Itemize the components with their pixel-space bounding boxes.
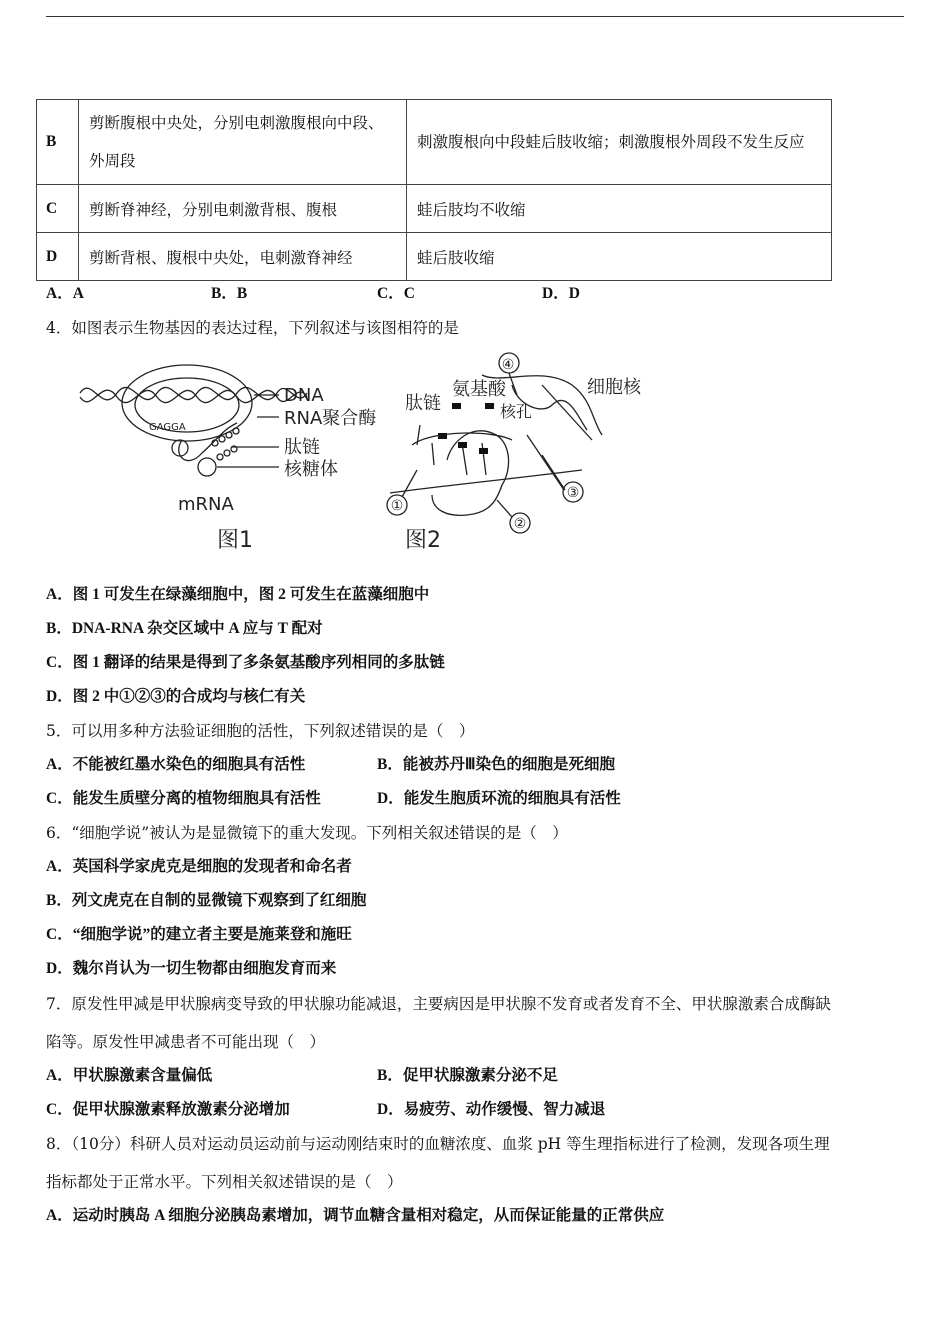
row-operation: 剪断脊神经，分别电刺激背根、腹根 xyxy=(79,185,407,233)
label-amino-acid: 氨基酸 xyxy=(452,379,506,400)
label-rna-polymerase: RNA聚合酶 xyxy=(284,408,377,429)
row-result: 蛙后肢收缩 xyxy=(407,233,832,281)
q4-option-b: B．DNA-RNA 杂交区域中 A 应与 T 配对 xyxy=(46,620,323,637)
q7-stem-line-2: 陷等。原发性甲减患者不可能出现（ ） xyxy=(46,1033,326,1051)
header-rule xyxy=(46,16,904,17)
q5-option-b: B．能被苏丹Ⅲ染色的细胞是死细胞 xyxy=(377,756,616,773)
q6-option-b: B．列文虎克在自制的显微镜下观察到了红细胞 xyxy=(46,892,367,909)
amino-acid-markers xyxy=(438,403,494,454)
label-mrna: mRNA xyxy=(178,494,234,515)
q8-option-a: A．运动时胰岛 A 细胞分泌胰岛素增加，调节血糖含量相对稳定，从而保证能量的正常供应 xyxy=(46,1207,665,1224)
row-result: 刺激腹根向中段蛙后肢收缩；刺激腹根外周段不发生反应 xyxy=(407,100,832,185)
q6-stem: 6．“细胞学说”被认为是显微镜下的重大发现。下列相关叙述错误的是（ ） xyxy=(46,824,568,842)
q4-option-a: A．图 1 可发生在绿藻细胞中，图 2 可发生在蓝藻细胞中 xyxy=(46,586,430,603)
row-key: B xyxy=(37,100,79,185)
table-row xyxy=(37,100,832,185)
q4-option-c: C．图 1 翻译的结果是得到了多条氨基酸序列相同的多肽链 xyxy=(46,654,445,671)
experiment-table xyxy=(36,99,832,281)
q7-option-c: C．促甲状腺激素释放激素分泌增加 xyxy=(46,1101,290,1118)
q5-option-d: D．能发生胞质环流的细胞具有活性 xyxy=(377,790,621,807)
label-circle-4: ④ xyxy=(501,357,515,373)
label-nuclear-pore: 核孔 xyxy=(500,402,533,421)
q5-stem: 5．可以用多种方法验证细胞的活性，下列叙述错误的是（ ） xyxy=(46,722,475,740)
q6-option-c: C．“细胞学说”的建立者主要是施莱登和施旺 xyxy=(46,926,352,943)
row-operation: 剪断腹根中央处，分别电刺激腹根向中段、外周段 xyxy=(79,100,407,185)
q8-stem-line-1: 8．（10分）科研人员对运动员运动前与运动刚结束时的血糖浓度、血浆 pH 等生理指标进行了检测，发现各项生理 xyxy=(46,1135,830,1153)
figure-1 xyxy=(80,365,307,476)
row-key: D xyxy=(37,233,79,281)
table-row xyxy=(37,185,832,233)
label-dna: DNA xyxy=(284,385,324,406)
q7-stem-line-1: 7．原发性甲减是甲状腺病变导致的甲状腺功能减退，主要病因是甲状腺不发育或者发育不全、甲状腺激素合成酶缺 xyxy=(46,995,831,1013)
label-circle-1: ① xyxy=(390,498,404,514)
q3-option-d: D．D xyxy=(542,285,580,302)
q7-option-a: A．甲状腺激素含量偏低 xyxy=(46,1067,213,1084)
caption-figure-1: 图1 xyxy=(217,528,253,553)
q4-option-d: D．图 2 中①②③的合成均与核仁有关 xyxy=(46,688,306,705)
q8-stem-line-2: 指标都处于正常水平。下列相关叙述错误的是（ ） xyxy=(46,1173,403,1191)
q3-option-a: A．A xyxy=(46,285,84,302)
q4-stem: 4．如图表示生物基因的表达过程，下列叙述与该图相符的是 xyxy=(46,319,459,337)
caption-figure-2: 图2 xyxy=(405,528,441,553)
label-ribosome: 核糖体 xyxy=(284,459,338,480)
label-circle-3: ③ xyxy=(566,485,580,501)
q6-option-d: D．魏尔肖认为一切生物都由细胞发育而来 xyxy=(46,960,337,977)
row-result: 蛙后肢均不收缩 xyxy=(407,185,832,233)
gene-expression-figure xyxy=(72,345,662,560)
row-operation: 剪断背根、腹根中央处，电刺激脊神经 xyxy=(79,233,407,281)
row-key: C xyxy=(37,185,79,233)
q5-option-c: C．能发生质壁分离的植物细胞具有活性 xyxy=(46,790,321,807)
label-peptide-2: 肽链 xyxy=(405,393,441,414)
q5-option-a: A．不能被红墨水染色的细胞具有活性 xyxy=(46,756,306,773)
label-nucleus: 细胞核 xyxy=(587,377,641,398)
table-row xyxy=(37,233,832,281)
label-sequence: GAGGA xyxy=(149,422,186,433)
q3-option-b: B．B xyxy=(211,285,248,302)
q7-option-d: D．易疲劳、动作缓慢、智力减退 xyxy=(377,1101,606,1118)
q7-option-b: B．促甲状腺激素分泌不足 xyxy=(377,1067,558,1084)
label-circle-2: ② xyxy=(513,516,527,532)
q6-option-a: A．英国科学家虎克是细胞的发现者和命名者 xyxy=(46,858,352,875)
label-peptide-1: 肽链 xyxy=(284,437,320,458)
q3-option-c: C．C xyxy=(377,285,415,302)
